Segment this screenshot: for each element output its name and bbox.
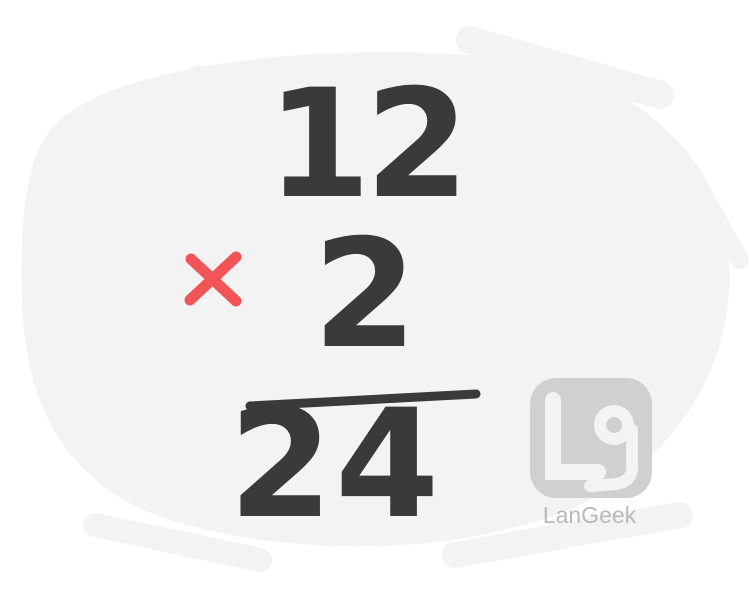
product-number: 24: [228, 378, 442, 552]
multiplier-number: 2: [312, 208, 418, 382]
multiplicand-number: 12: [266, 58, 464, 232]
watermark-wordmark: LanGeek: [542, 502, 637, 528]
